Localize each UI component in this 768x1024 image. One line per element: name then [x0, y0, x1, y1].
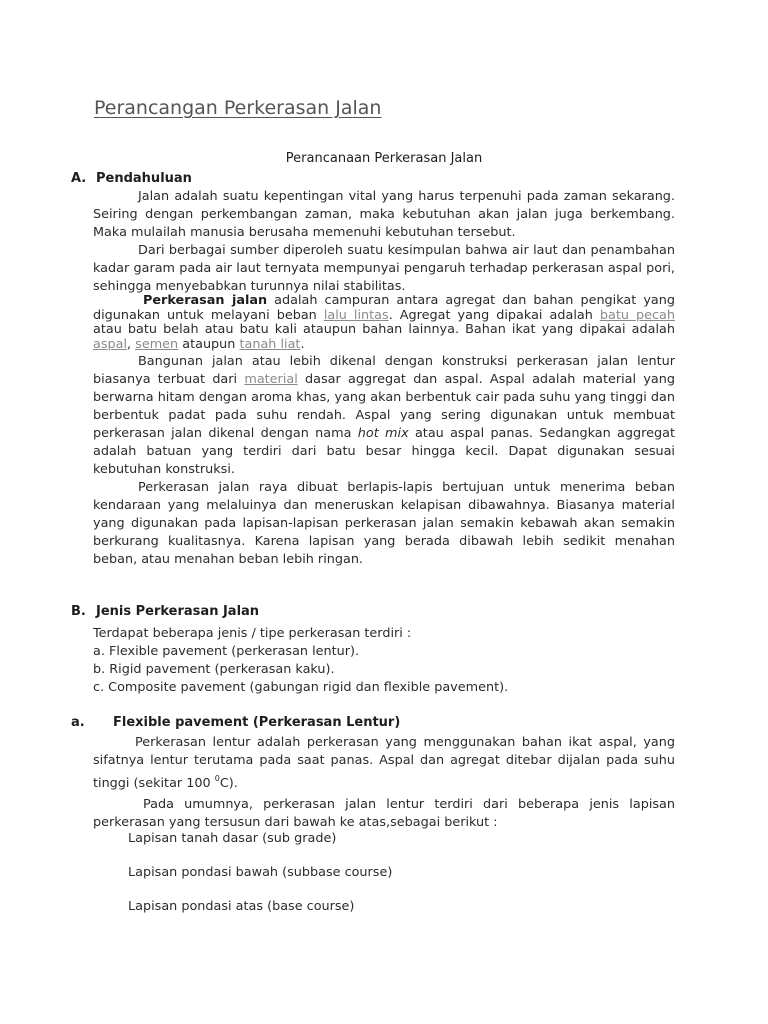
paragraph-layers: Perkerasan jalan raya dibuat berlapis-lapis bertujuan untuk menerima beban kendaraan yang melaluinya dan meneruskan kelapisan dibawahnya. Biasanya material yang digunakan pada lapisan-lapisan perkerasan jalan semakin kebawah akan semakin berkurang kualitasnya. Karena lapisan yang berada dibawah lebih sedikit menahan beban, atau menahan beban lebih ringan.	[93, 480, 675, 567]
text-span: Perkerasan lentur adalah perkerasan yang menggunakan bahan ikat aspal, yang sifatnya lentur terutama pada saat panas. Aspal dan agregat ditebar dijalan pada suhu tinggi (sekitar 100	[93, 735, 675, 791]
text-span: .	[300, 336, 305, 352]
section-b-heading	[71, 604, 259, 619]
link-aspal[interactable]: aspal	[93, 336, 128, 352]
type-item: c. Composite pavement (gabungan rigid dan flexible pavement).	[93, 680, 509, 695]
paragraph-definition	[93, 294, 675, 352]
paragraph-layer-intro: Pada umumnya, perkerasan jalan lentur terdiri dari beberapa jenis lapisan perkerasan yang tersusun dari bawah ke atas,sebagai berikut :	[93, 797, 675, 830]
section-b-mark: B.	[71, 604, 86, 619]
document-heading: Perancanaan Perkerasan Jalan	[285, 151, 483, 166]
paragraph-intro: Jalan adalah suatu kepentingan vital yang harus terpenuhi pada zaman sekarang. Seiring dengan perkembangan zaman, maka kebutuhan akan jalan juga berkembang. Maka mulailah manusia berusaha memenuhi kebutuhan tersebut.	[93, 189, 675, 240]
paragraph-flexible	[93, 734, 675, 793]
layer-item: Lapisan pondasi bawah (subbase course)	[128, 865, 393, 880]
text-span: ,	[127, 336, 136, 352]
text-span: ataupun	[178, 336, 240, 352]
term-hot-mix: hot mix	[357, 426, 409, 441]
type-item: a. Flexible pavement (perkerasan lentur).	[93, 644, 360, 659]
flexible-mark: a.	[71, 715, 85, 730]
layer-item: Lapisan pondasi atas (base course)	[128, 899, 355, 914]
section-a-heading	[71, 171, 192, 186]
link-tanah-liat[interactable]: tanah liat	[239, 336, 301, 352]
page-title[interactable]: Perancangan Perkerasan Jalan	[94, 97, 382, 119]
types-intro: Terdapat beberapa jenis / tipe perkerasan terdiri :	[93, 626, 412, 641]
text-span: adalah campuran antara agregat dan bahan pengikat yang digunakan untuk melayani beban	[93, 293, 675, 323]
section-a-mark: A.	[71, 171, 87, 186]
link-material[interactable]: material	[244, 372, 298, 387]
link-semen[interactable]: semen	[135, 336, 179, 352]
text-span: atau aspal panas. Sedangkan aggregat adalah batuan yang terdiri dari batu besar hingga kecil. Dapat digunakan sesuai kebutuhan konstruksi.	[93, 426, 675, 477]
term-perkerasan-jalan: Perkerasan jalan	[143, 293, 268, 308]
section-b-title: Jenis Perkerasan Jalan	[96, 604, 260, 619]
flexible-heading	[71, 715, 400, 730]
text-span: Bangunan jalan atau lebih dikenal dengan konstruksi perkerasan jalan lentur biasanya terbuat dari	[93, 354, 675, 387]
flexible-title: Flexible pavement (Perkerasan Lentur)	[113, 715, 401, 730]
text-span: dasar aggregat dan aspal. Aspal adalah material yang berwarna hitam dengan aroma khas, yang akan berbentuk cair pada suhu yang tinggi dan berbentuk padat pada suhu rendah. Aspal yang sering digunakan untuk membuat perkerasan jalan dikenal dengan nama	[93, 372, 675, 441]
degree-superscript: 0	[214, 774, 220, 783]
paragraph-construction	[93, 353, 675, 479]
paragraph-sources: Dari berbagai sumber diperoleh suatu kesimpulan bahwa air laut dan penambahan kadar garam pada air laut ternyata mempunyai pengaruh terhadap perkerasan aspal pori, sehingga menyebabkan turunnya nilai stabilitas.	[93, 243, 675, 294]
link-batu-pecah[interactable]: batu pecah	[599, 307, 675, 323]
text-span: atau batu belah atau batu kali ataupun bahan lainnya. Bahan ikat yang dipakai adalah	[93, 322, 675, 337]
text-span: C).	[219, 776, 238, 791]
text-span: . Agregat yang dipakai adalah	[388, 307, 600, 323]
link-lalu-lintas[interactable]: lalu lintas	[323, 307, 389, 323]
section-a-title: Pendahuluan	[96, 171, 192, 186]
layer-item: Lapisan tanah dasar (sub grade)	[128, 831, 337, 846]
type-item: b. Rigid pavement (perkerasan kaku).	[93, 662, 335, 677]
